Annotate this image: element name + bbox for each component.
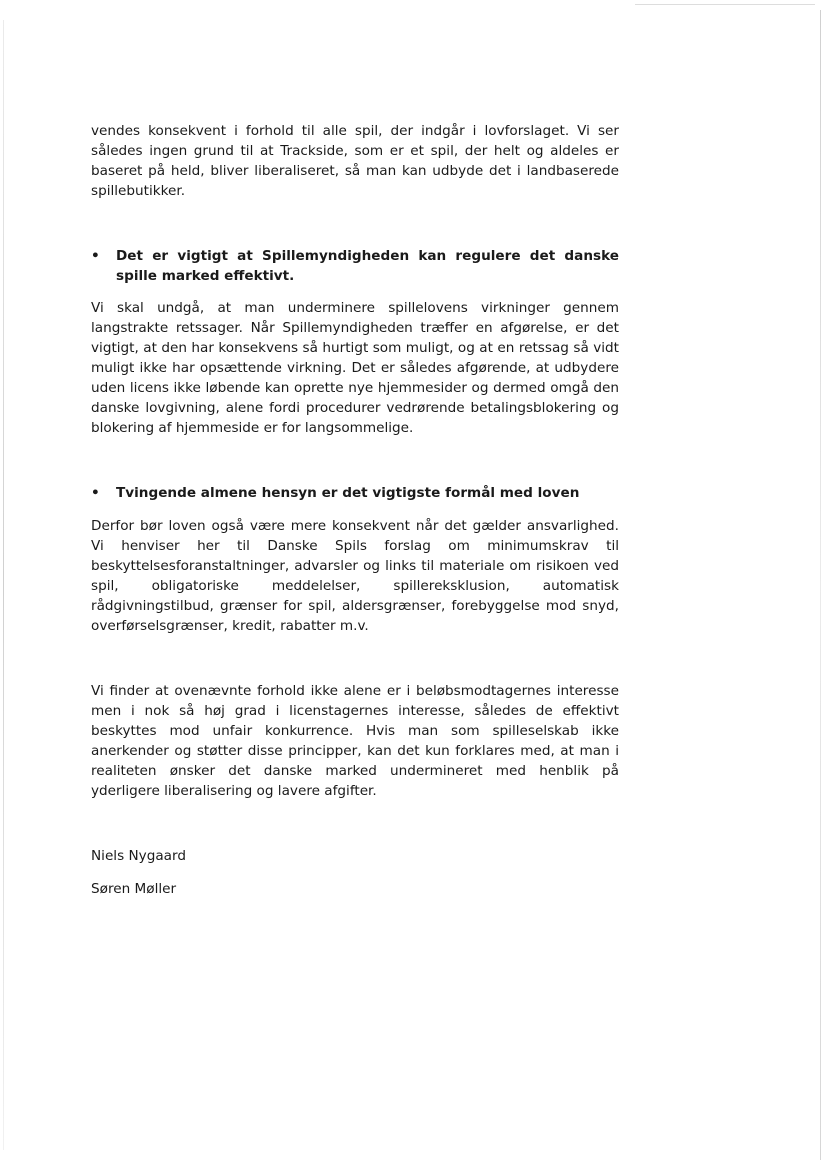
bullet-icon: •: [91, 248, 100, 264]
scan-edge-left: [3, 20, 4, 1150]
paragraph-konklusion: Vi finder at ovenævnte forhold ikke alene er i beløbsmodtagernes interesse men i nok så høj grad i licenstagernes interesse, således de effektivt beskyttes mod unfair konkurrence. Hvis man som spilleselskab ikke anerkender og støtter disse principper, kan det kun forklares med, at man i realiteten ønsker det danske marked undermineret med henblik på yderligere liberalisering og lavere afgifter.: [91, 683, 619, 799]
bullet-icon: •: [91, 485, 100, 501]
scan-edge-right: [820, 10, 821, 1160]
signature-name-1: Niels Nygaard: [91, 848, 186, 864]
bullet-heading-regulation: [91, 246, 619, 286]
bullet-heading-hensyn: [91, 483, 619, 503]
signature-name-2: Søren Møller: [91, 881, 177, 897]
paragraph-ansvarlighed: Derfor bør loven også være mere konsekvent når det gælder ansvarlighed. Vi henviser her til Danske Spils forslag om minimumskrav til beskyttelsesforanstaltninger, advarsler og links til materiale om risikoen ved spil, obligatoriske meddelelser, spillereksklusion, automatisk rådgivningstilbud, grænser for spil, aldersgrænser, forebyggelse mod snyd, overførselsgrænser, kredit, rabatter m.v.: [91, 518, 619, 634]
paragraph-trackside: vendes konsekvent i forhold til alle spil, der indgår i lovforslaget. Vi ser således ingen grund til at Trackside, som er et spil, der helt og aldeles er baseret på held, bliver liberaliseret, så man kan udbyde det i landbaserede spillebutikker.: [91, 123, 619, 199]
document-body: [91, 121, 619, 899]
paragraph-retssager: Vi skal undgå, at man underminere spillelovens virkninger gennem langstrakte retssager. Når Spillemyndigheden træffer en afgørelse, er det vigtigt, at den har konsekvens så hurtigt som muligt, og at en retssag så vidt muligt ikke har opsættende virkning. Det er således afgørende, at udbydere uden licens ikke løbende kan oprette nye hjemmesider og dermed omgå den danske lovgivning, alene fordi procedurer vedrørende betalingsblokering og blokering af hjemmeside er for langsommelige.: [91, 300, 619, 436]
scan-edge-top: [635, 4, 815, 5]
bullet-heading-text: Det er vigtigt at Spillemyndigheden kan regulere det danske spille marked effektivt.: [116, 248, 619, 284]
bullet-heading-text: Tvingende almene hensyn er det vigtigste formål med loven: [116, 485, 580, 501]
